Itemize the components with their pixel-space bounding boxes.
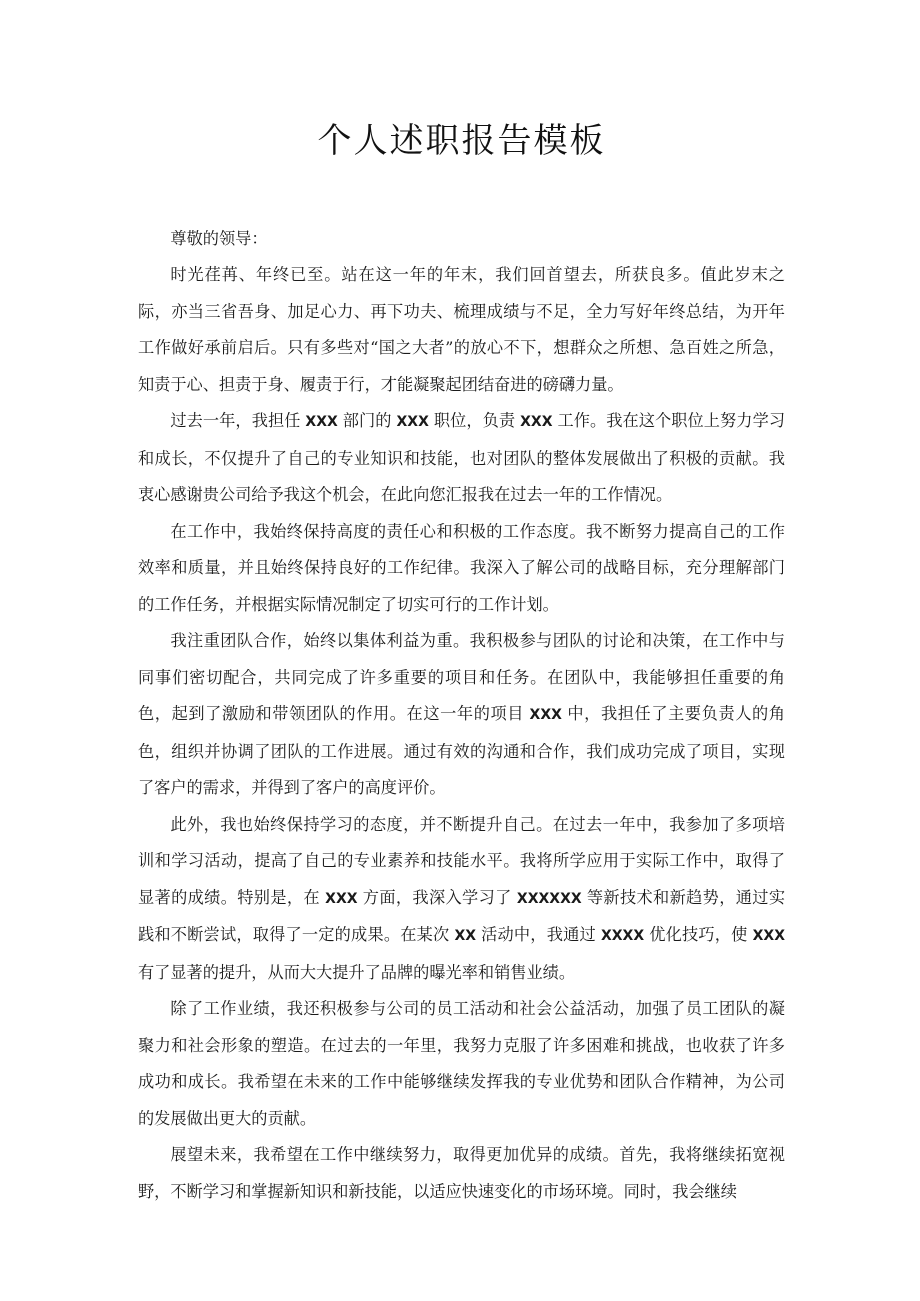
- paragraph-learning: 此外，我也始终保持学习的态度，并不断提升自己。在过去一年中，我参加了多项培训和学习活动，提高了自己的专业素养和技能水平。我将所学应用于实际工作中，取得了显著的成绩。特别是，在 XXX 方面，我深入学习了 XXXXXX 等新技术和新趋势，通过实践和不断尝试，取得了一定的成果。在某次 XX 活动中，我通过 XXXX 优化技巧，使 XXX 有了显著的提升，从而大大提升了品牌的曝光率和销售业绩。: [138, 814, 786, 982]
- paragraph-activities: 除了工作业绩，我还积极参与公司的员工活动和社会公益活动，加强了员工团队的凝聚力和社会形象的塑造。在过去的一年里，我努力克服了许多困难和挑战，也收获了许多成功和成长。我希望在未来的工作中能够继续发挥我的专业优势和团队合作精神，为公司的发展做出更大的贡献。: [138, 999, 785, 1128]
- placeholder-mark: XX: [449, 928, 482, 944]
- placeholder-mark: XXX: [319, 890, 363, 907]
- placeholder-mark: XXXXXX: [511, 890, 587, 907]
- placeholder-mark: XXX: [524, 707, 568, 723]
- salutation: 尊敬的领导：: [170, 229, 268, 248]
- document-page: [138, 0, 785, 1210]
- paragraph-position: 过去一年，我担任 XXX 部门的 XXX 职位，负责 XXX 工作。我在这个职位上努力学习和成长，不仅提升了自己的专业知识和技能，也对团队的整体发展做出了积极的贡献。我衷心感谢贵公司给予我这个机会，在此向您汇报我在过去一年的工作情况。: [138, 411, 786, 504]
- paragraph-outlook: 展望未来，我希望在工作中继续努力，取得更加优异的成绩。首先，我将继续拓宽视野，不断学习和掌握新知识和新技能，以适应快速变化的市场环境。同时，我会继续: [138, 1145, 785, 1201]
- paragraph-intro: 时光荏苒、年终已至。站在这一年的年末，我们回首望去，所获良多。值此岁末之际，亦当三省吾身、加足心力、再下功夫、梳理成绩与不足，全力写好年终总结，为开年工作做好承前启后。只有多些对“国之大者”的放心不下，想群众之所想、急百姓之所急，知责于心、担责于身、履责于行，才能凝聚起团结奋进的磅礴力量。: [138, 265, 785, 394]
- paragraph-teamwork: 我注重团队合作，始终以集体利益为重。我积极参与团队的讨论和决策，在工作中与同事们密切配合，共同完成了许多重要的项目和任务。在团队中，我能够担任重要的角色，起到了激励和带领团队的作用。在这一年的项目 XXX 中，我担任了主要负责人的角色，组织并协调了团队的工作进展。通过有效的沟通和合作，我们成功完成了项目，实现了客户的需求，并得到了客户的高度评价。: [138, 631, 785, 797]
- placeholder-mark: XXX: [300, 414, 343, 430]
- document-title: 个人述职报告模板: [317, 121, 606, 161]
- placeholder-mark: XXX: [747, 928, 786, 944]
- placeholder-mark: XXX: [391, 414, 434, 430]
- paragraph-attitude: 在工作中，我始终保持高度的责任心和积极的工作态度。我不断努力提高自己的工作效率和质量，并且始终保持良好的工作纪律。我深入了解公司的战略目标，充分理解部门的工作任务，并根据实际情况制定了切实可行的工作计划。: [138, 521, 785, 614]
- placeholder-mark: XXX: [515, 414, 558, 430]
- placeholder-mark: XXXX: [595, 928, 650, 944]
